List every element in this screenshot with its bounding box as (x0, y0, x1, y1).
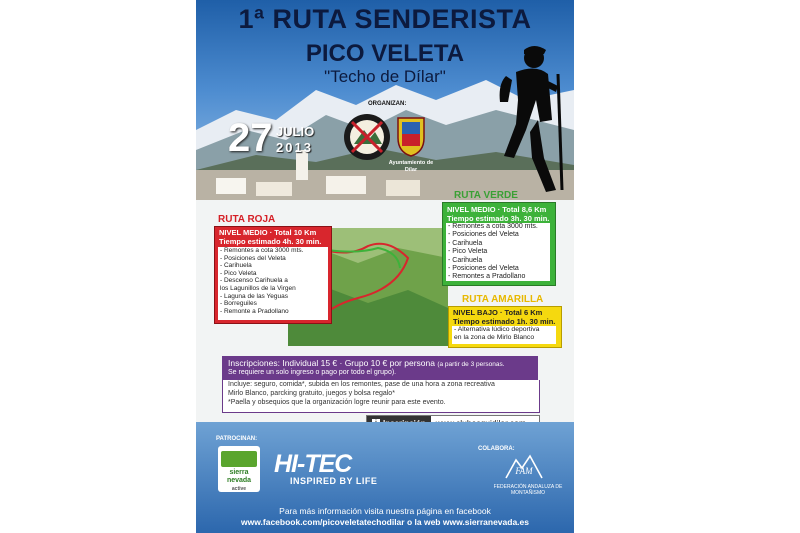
ruta-amarilla-heading: RUTA AMARILLA (462, 294, 544, 305)
list-item: - Remontes a cota 3000 mts. (448, 223, 538, 230)
inscripciones-note: (a partir de 3 personas. (437, 361, 505, 368)
ruta-roja-box (214, 226, 332, 324)
ruta-roja-time: Tiempo estimado 4h. 30 min. (219, 237, 322, 246)
list-item: - Carihuela (448, 256, 483, 264)
ruta-amarilla-level: NIVEL BAJO · Total 6 Km (453, 308, 543, 317)
list-item: - Posiciones del Veleta (448, 265, 519, 273)
event-title: 1ª RUTA SENDERISTA (238, 4, 532, 34)
ruta-roja-heading: RUTA ROJA (218, 214, 276, 225)
list-item: - Carihuela (448, 239, 483, 247)
ruta-verde-heading: RUTA VERDE (454, 190, 518, 201)
list-item: - Laguna de las Yeguas (220, 292, 288, 300)
list-item: - Posiciones del Veleta (448, 231, 519, 239)
event-peak-name: PICO VELETA (305, 40, 465, 67)
colabora-label: COLABORA: (478, 446, 515, 452)
ruta-amarilla-time: Tiempo estimado 1h. 30 min. (453, 317, 556, 326)
ruta-roja-level: NIVEL MEDIO · Total 10 Km (219, 228, 317, 237)
incluye-line: Incluye: seguro, comida*, subida en los remontes, pase de una hora a zona recreativa (228, 381, 495, 388)
footer-links[interactable]: www.facebook.com/picoveletatechodilar o la web www.sierranevada.es (241, 517, 529, 527)
ruta-verde-time: Tiempo estimado 3h. 30 min. (447, 214, 550, 223)
ruta-verde-level: NIVEL MEDIO · Total 8,6 Km (447, 205, 547, 214)
inscripciones-group-note: Se requiere un solo ingreso o pago por todo el grupo). (228, 369, 397, 376)
ruta-roja-itinerary (218, 247, 328, 320)
ruta-verde-box (442, 202, 556, 286)
date-year: 2013 (276, 140, 313, 155)
list-item: en la zona de Mirlo Blanco (454, 334, 535, 341)
sierra-nevada-logo: sierra nevada active (218, 446, 260, 492)
list-item: - Descenso Carihuela a (220, 277, 288, 285)
patrocinan-label: PATROCINAN: (216, 436, 258, 442)
event-poster (196, 0, 574, 533)
list-item: - Remonte a Pradollano (220, 307, 289, 315)
inscripciones-banner (222, 356, 538, 380)
ayuntamiento-shield-icon (394, 112, 428, 158)
ski-club-logo-icon (342, 112, 392, 162)
ayuntamiento-label: Ayuntamiento de Dílar (388, 160, 434, 173)
list-item: - Pico Veleta (448, 248, 488, 256)
list-item: - Posiciones del Veleta (220, 254, 286, 262)
organizan-label: ORGANIZAN: (368, 101, 407, 107)
incluye-line: *Paella y obsequios que la organización logre reunir para este evento. (228, 399, 446, 406)
footer-info: Para más información visita nuestra página en facebook (279, 506, 491, 516)
fam-mountain-logo-icon (504, 452, 544, 480)
date-day: 27 (228, 116, 273, 160)
date-month: JULIO (276, 124, 315, 139)
incluye-line: Mirlo Blanco, parcking gratuito, juegos y bolsa regalo* (228, 390, 395, 397)
sierra-nevada-mountain-icon (221, 451, 257, 467)
event-subtitle: "Techo de Dílar" (324, 67, 446, 86)
list-item: los Lagunillos de la Virgen (220, 284, 296, 292)
list-item: - Carihuela (220, 262, 252, 270)
incluye-box (222, 380, 540, 413)
list-item: - Borreguiles (220, 300, 257, 308)
list-item: - Remontes a cota 3000 mts. (220, 247, 304, 254)
hiker-silhouette-icon (486, 40, 574, 200)
hitec-logo: HI-TEC (274, 450, 352, 478)
list-item: - Remontes a Pradollano (448, 273, 526, 281)
hitec-tagline: INSPIRED BY LIFE (290, 476, 378, 486)
svg-text:FAM: FAM (515, 466, 533, 476)
inscripciones-price: Inscripciones: Individual 15 € · Grupo 10 € por persona (228, 358, 435, 368)
list-item: - Alternativa lúdico deportiva (454, 326, 540, 333)
ruta-amarilla-box (448, 306, 562, 348)
ruta-amarilla-itinerary (452, 326, 556, 344)
list-item: - Pico Veleta (220, 269, 257, 277)
fam-label: FEDERACIÓN ANDALUZA DE MONTAÑISMO (493, 484, 563, 496)
ruta-verde-itinerary (446, 223, 550, 281)
